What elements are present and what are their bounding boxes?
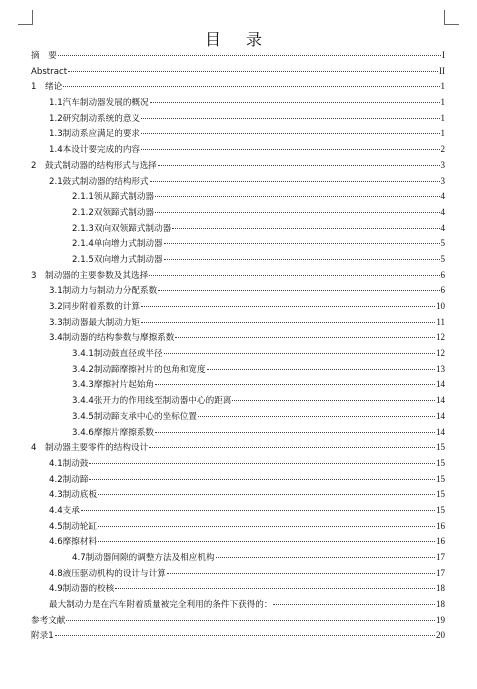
- toc-dot-leader: [89, 479, 435, 480]
- toc-entry-title: 3.1制动力与制动力分配系数: [49, 286, 158, 297]
- toc-dot-leader: [141, 133, 439, 134]
- toc-title: 目 录: [204, 30, 273, 49]
- toc-entry-row: [31, 48, 445, 65]
- toc-page-number: 4: [440, 191, 445, 202]
- toc-dot-leader: [55, 635, 435, 636]
- toc-page-number: 19: [436, 614, 445, 625]
- toc-entry-row: [31, 268, 445, 285]
- toc-entry[interactable]: [31, 362, 445, 378]
- toc-entry-row: [72, 393, 445, 410]
- toc-entry[interactable]: [31, 189, 445, 205]
- toc-entry-title: 3.4.4张开力的作用线至制动器中心的距离: [72, 396, 232, 407]
- toc-dot-leader: [66, 620, 435, 621]
- toc-entry[interactable]: [31, 95, 445, 111]
- toc-entry-title: Abstract: [31, 66, 68, 77]
- toc-entry-title: 3.4.6摩擦片摩擦系数: [72, 427, 155, 438]
- toc-dot-leader: [172, 228, 439, 229]
- toc-page-number: 10: [436, 301, 445, 311]
- toc-entry-row: [49, 503, 445, 520]
- toc-entry[interactable]: [31, 409, 445, 425]
- toc-entry-title: 摘 要: [31, 51, 57, 61]
- toc-entry-title: 1.4本设计要完成的内容: [49, 145, 141, 156]
- toc-entry-row: [72, 425, 445, 442]
- toc-entry[interactable]: [31, 519, 445, 535]
- toc-page-number: 4: [440, 206, 445, 217]
- toc-entry[interactable]: [31, 174, 445, 190]
- toc-dot-leader: [167, 573, 435, 574]
- toc-entry-title: 附录1: [31, 631, 54, 642]
- toc-dot-leader: [155, 196, 439, 197]
- toc-entry-title: 4 制动器主要零件的结构设计: [31, 443, 149, 454]
- toc-entry-title: 4.6摩擦材料: [49, 537, 98, 548]
- toc-entry[interactable]: [31, 158, 445, 174]
- toc-entry-row: [72, 221, 445, 238]
- toc-entry-title: 3.4.2制动蹄摩擦衬片的包角和宽度: [72, 364, 206, 375]
- toc-entry[interactable]: [31, 205, 445, 221]
- toc-entry-title: 3.4制动器的结构参数与摩擦系数: [49, 333, 175, 344]
- toc-dot-leader: [98, 526, 435, 527]
- toc-entry-row: [31, 613, 445, 630]
- toc-page-number: 1: [440, 81, 445, 92]
- toc-dot-leader: [141, 149, 439, 150]
- toc-entry[interactable]: [31, 252, 445, 268]
- toc-dot-leader: [98, 494, 435, 495]
- toc-page-number: 3: [440, 175, 445, 186]
- toc-page-number: 14: [436, 410, 445, 421]
- toc-page-number: 15: [436, 442, 445, 453]
- toc-entry-row: [49, 126, 445, 143]
- toc-page-number: 20: [436, 630, 445, 641]
- toc-dot-leader: [58, 55, 441, 56]
- toc-dot-leader: [98, 541, 435, 542]
- toc-entry[interactable]: [31, 440, 445, 456]
- toc-page-number: 11: [436, 316, 445, 327]
- toc-dot-leader: [273, 604, 435, 605]
- toc-entry-row: [49, 95, 445, 112]
- toc-dot-leader: [63, 86, 439, 87]
- toc-entry[interactable]: [31, 581, 445, 597]
- toc-dot-leader: [141, 306, 435, 307]
- toc-entry-row: [49, 111, 445, 128]
- toc-entry[interactable]: [31, 393, 445, 409]
- toc-entry-row: [49, 174, 445, 191]
- toc-dot-leader: [216, 557, 435, 558]
- toc-page-number: 15: [436, 504, 445, 515]
- toc-dot-leader: [198, 416, 435, 417]
- toc-entry-title: 4.2制动蹄: [49, 474, 89, 485]
- crop-mark-top-left: [18, 10, 33, 25]
- toc-page-number: 2: [440, 144, 445, 155]
- toc-page-number: 1: [440, 97, 445, 108]
- toc-entry-title: 参考文献: [31, 615, 66, 626]
- toc-entry-title: 4.3制动底板: [49, 490, 98, 501]
- toc-entry-title: 2.1.1领从蹄式制动器: [72, 192, 155, 203]
- toc-entry-title: 2.1.3双向双领蹄式制动器: [72, 223, 172, 234]
- toc-dot-leader: [141, 322, 435, 323]
- toc-entry-row: [49, 142, 445, 159]
- toc-page-number: 14: [436, 395, 445, 406]
- toc-entry[interactable]: [31, 503, 445, 519]
- toc-dot-leader: [155, 384, 435, 385]
- toc-entry[interactable]: [31, 315, 445, 331]
- toc-page-number: 4: [440, 222, 445, 233]
- toc-entry[interactable]: [31, 48, 445, 64]
- toc-entry-row: [49, 330, 445, 347]
- toc-entry-title: 1.2研究制动系统的意义: [49, 113, 141, 124]
- toc-entry-row: [72, 377, 445, 394]
- toc-dot-leader: [115, 588, 435, 589]
- toc-entry-row: [49, 299, 445, 316]
- toc-entry[interactable]: [31, 487, 445, 503]
- toc-entry-row: [49, 566, 445, 583]
- toc-entry[interactable]: [31, 566, 445, 582]
- toc-page-number: 15: [436, 489, 445, 500]
- toc-entry-title: 3.4.5制动蹄支承中心的坐标位置: [72, 411, 197, 422]
- toc-dot-leader: [232, 400, 435, 401]
- toc-entry[interactable]: [31, 377, 445, 393]
- toc-entry-row: [49, 315, 445, 332]
- toc-page-number: I: [442, 50, 445, 60]
- toc-dot-leader: [175, 337, 435, 338]
- toc-entry-row: [72, 252, 445, 269]
- toc-dot-leader: [158, 165, 440, 166]
- toc-dot-leader: [150, 181, 440, 182]
- toc-page-number: 14: [436, 379, 445, 390]
- toc-entry-row: [31, 628, 445, 645]
- toc-dot-leader: [164, 259, 440, 260]
- toc-entry[interactable]: [31, 268, 445, 284]
- toc-entry[interactable]: [31, 346, 445, 362]
- toc-entry-row: [72, 550, 445, 567]
- toc-entry[interactable]: [31, 456, 445, 472]
- toc-entry-title: 4.4支承: [49, 505, 80, 516]
- toc-entry-row: [31, 440, 445, 457]
- toc-entry[interactable]: [31, 534, 445, 550]
- toc-entry-title: 3.2同步附着系数的计算: [49, 302, 141, 312]
- toc-page-number: 17: [436, 567, 445, 578]
- toc-dot-leader: [155, 432, 435, 433]
- toc-entry-row: [49, 456, 445, 473]
- toc-page-number: 16: [436, 520, 445, 531]
- toc-entry-title: 4.7制动器间隙的调整方法及相应机构: [72, 553, 215, 563]
- toc-page-number: 5: [440, 253, 445, 264]
- toc-page-number: 16: [436, 536, 445, 547]
- toc-entry-title: 3.4.3摩擦衬片起始角: [72, 380, 155, 391]
- toc-entry-title: 3.3制动器最大制动力矩: [49, 317, 141, 328]
- toc-entry-title: 4.9制动器的校核: [49, 584, 115, 595]
- toc-page-number: 6: [440, 285, 445, 296]
- toc-dot-leader: [81, 510, 435, 511]
- toc-entry[interactable]: [31, 628, 445, 644]
- toc-entry-row: [49, 519, 445, 536]
- toc-dot-leader: [164, 353, 435, 354]
- toc-entry-row: [72, 189, 445, 206]
- toc-entry-title: 1.1汽车制动器发展的概况: [49, 98, 149, 109]
- toc-dot-leader: [149, 447, 435, 448]
- toc-entry-title: 2.1鼓式制动器的结构形式: [49, 176, 149, 187]
- toc-entry[interactable]: [31, 299, 445, 315]
- toc-entry-row: [31, 64, 445, 81]
- toc-page-number: 12: [436, 332, 445, 343]
- toc-dot-leader: [68, 71, 438, 72]
- crop-mark-top-right: [444, 10, 459, 25]
- toc-page-number: 5: [440, 238, 445, 249]
- toc-entry-title: 2.1.2双领蹄式制动器: [72, 207, 155, 218]
- table-of-contents: [31, 48, 445, 644]
- toc-page-number: 14: [436, 426, 445, 437]
- toc-page-number: II: [439, 65, 445, 76]
- toc-entry[interactable]: [31, 142, 445, 158]
- toc-entry[interactable]: [31, 79, 445, 95]
- toc-page-number: 15: [436, 457, 445, 468]
- toc-entry-title: 2.1.4单向增力式制动器: [72, 239, 163, 250]
- toc-dot-leader: [155, 212, 439, 213]
- toc-dot-leader: [149, 275, 439, 276]
- toc-entry[interactable]: [31, 283, 445, 299]
- toc-page-number: 17: [436, 552, 445, 562]
- toc-page-number: 6: [440, 269, 445, 280]
- toc-entry[interactable]: [31, 472, 445, 488]
- toc-entry-title: 3 制动器的主要参数及其选择: [31, 270, 149, 281]
- toc-entry-title: 4.5制动轮缸: [49, 521, 98, 532]
- toc-dot-leader: [89, 463, 435, 464]
- toc-entry-row: [49, 487, 445, 504]
- toc-entry-title: 1.3制动系应满足的要求: [49, 129, 141, 140]
- toc-entry[interactable]: [31, 111, 445, 127]
- toc-dot-leader: [207, 369, 435, 370]
- toc-entry[interactable]: [31, 550, 445, 566]
- toc-page-number: 13: [436, 363, 445, 374]
- toc-entry-row: [72, 409, 445, 426]
- toc-page-number: 15: [436, 473, 445, 484]
- toc-entry[interactable]: [31, 221, 445, 237]
- toc-page-number: 1: [440, 128, 445, 139]
- toc-entry[interactable]: [31, 597, 445, 613]
- toc-dot-leader: [164, 243, 440, 244]
- toc-entry[interactable]: [31, 330, 445, 346]
- toc-entry-title: 4.8液压驱动机构的设计与计算: [49, 568, 166, 579]
- toc-page-number: 1: [440, 112, 445, 123]
- toc-entry-row: [72, 346, 445, 363]
- toc-page-number: 3: [440, 159, 445, 170]
- toc-entry-title: 1 绪论: [31, 82, 63, 93]
- toc-page-number: 12: [436, 348, 445, 359]
- toc-entry-row: [49, 283, 445, 300]
- toc-page-number: 18: [436, 599, 445, 610]
- toc-entry-row: [72, 362, 445, 379]
- toc-entry-row: [31, 79, 445, 96]
- toc-entry-row: [49, 581, 445, 598]
- toc-entry-row: [49, 597, 445, 614]
- toc-entry-row: [31, 158, 445, 175]
- toc-entry-title: 2.1.5双向增力式制动器: [72, 254, 163, 265]
- toc-entry-row: [72, 236, 445, 253]
- toc-entry[interactable]: [31, 126, 445, 142]
- toc-entry-row: [72, 205, 445, 222]
- toc-entry-title: 最大制动力是在汽车附着质量被完全利用的条件下获得的：: [49, 600, 273, 611]
- toc-entry-title: 2 鼓式制动器的结构形式与选择: [31, 160, 157, 171]
- toc-entry[interactable]: [31, 236, 445, 252]
- toc-entry[interactable]: [31, 613, 445, 629]
- toc-entry-row: [49, 472, 445, 489]
- toc-dot-leader: [150, 102, 440, 103]
- toc-entry-title: 3.4.1制动鼓直径或半径: [72, 349, 163, 360]
- toc-dot-leader: [158, 290, 439, 291]
- toc-entry-title: 4.1制动鼓: [49, 458, 89, 469]
- toc-page-number: 18: [436, 583, 445, 594]
- toc-dot-leader: [141, 118, 439, 119]
- toc-entry[interactable]: [31, 425, 445, 441]
- toc-entry[interactable]: [31, 64, 445, 80]
- toc-entry-row: [49, 534, 445, 551]
